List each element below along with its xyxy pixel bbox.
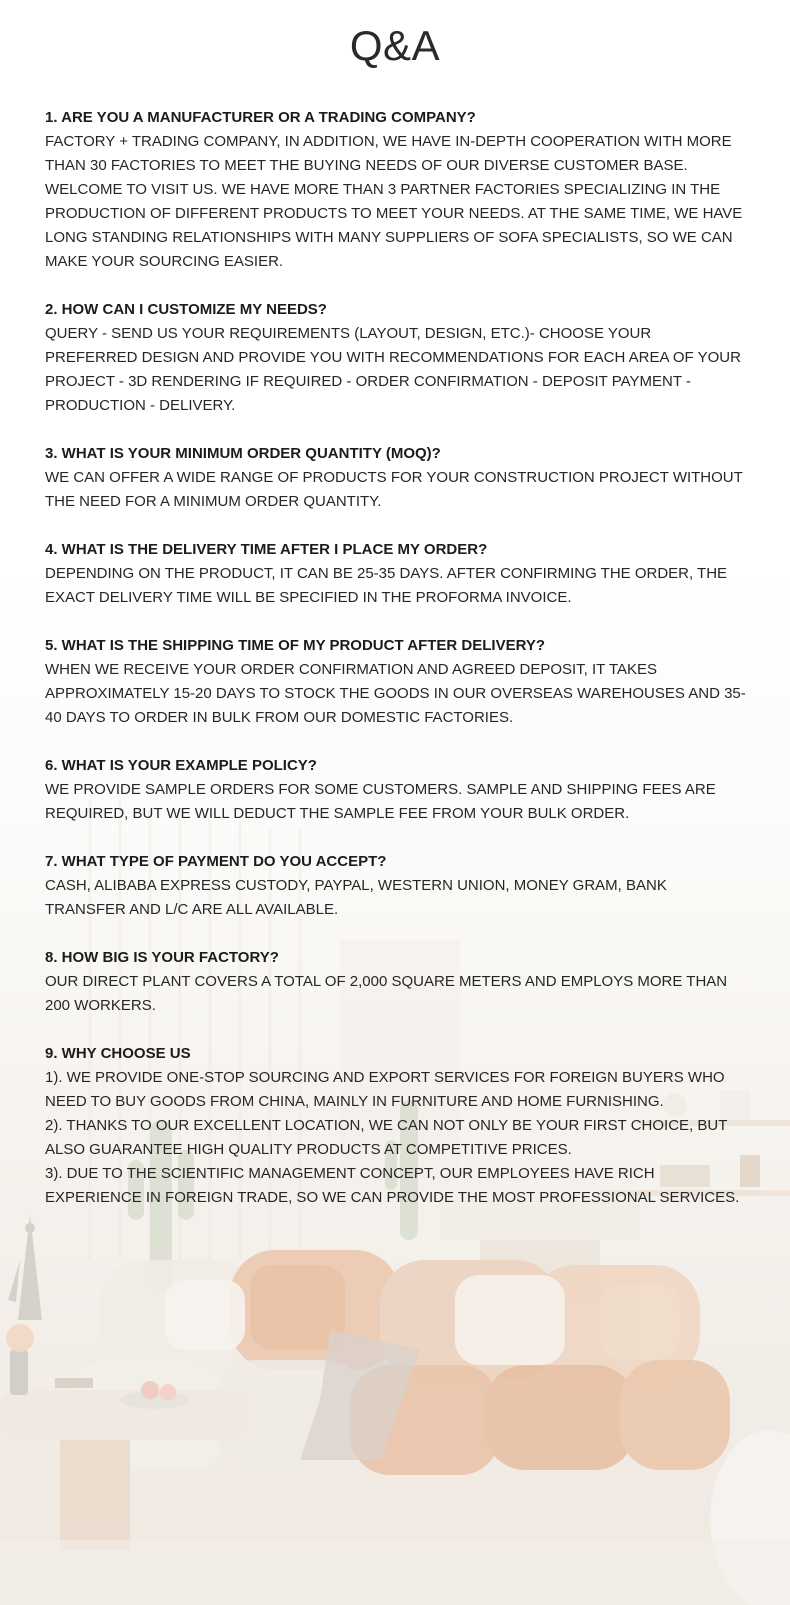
faq-answer: WE CAN OFFER A WIDE RANGE OF PRODUCTS FOR YOUR CONSTRUCTION PROJECT WITHOUT THE NEED FOR A MINIMUM ORDER QUANTITY. bbox=[45, 469, 743, 510]
faq-question: 2. HOW CAN I CUSTOMIZE MY NEEDS? bbox=[45, 301, 327, 318]
faq-item bbox=[45, 538, 747, 610]
faq-answer: QUERY - SEND US YOUR REQUIREMENTS (LAYOUT, DESIGN, ETC.)- CHOOSE YOUR PREFERRED DESIGN AND PROVIDE YOU WITH RECOMMENDATIONS FOR EACH AREA OF YOUR PROJECT - 3D RENDERING IF REQUIRED - ORDER CONFIRMATION - DEPOSIT PAYMENT - PRODUCTION - DELIVERY. bbox=[45, 325, 741, 414]
faq-answer: OUR DIRECT PLANT COVERS A TOTAL OF 2,000 SQUARE METERS AND EMPLOYS MORE THAN 200 WORKERS. bbox=[45, 973, 728, 1014]
faq-answer: FACTORY + TRADING COMPANY, IN ADDITION, WE HAVE IN-DEPTH COOPERATION WITH MORE THAN 30 FACTORIES TO MEET THE BUYING NEEDS OF OUR DIVERSE CUSTOMER BASE. WELCOME TO VISIT US. WE HAVE MORE THAN 3 PARTNER FACTORIES SPECIALIZING IN THE PRODUCTION OF DIFFERENT PRODUCTS TO MEET YOUR NEEDS. AT THE SAME TIME, WE HAVE LONG STANDING RELATIONSHIPS WITH MANY SUPPLIERS OF SOFA SPECIALISTS, SO WE CAN MAKE YOUR SOURCING EASIER. bbox=[45, 133, 743, 270]
faq-answer: WHEN WE RECEIVE YOUR ORDER CONFIRMATION AND AGREED DEPOSIT, IT TAKES APPROXIMATELY 15-20 DAYS TO STOCK THE GOODS IN OUR OVERSEAS WAREHOUSES AND 35-40 DAYS TO ORDER IN BULK FROM OUR DOMESTIC FACTORIES. bbox=[45, 661, 746, 726]
faq-answer: 2). THANKS TO OUR EXCELLENT LOCATION, WE CAN NOT ONLY BE YOUR FIRST CHOICE, BUT ALSO GUARANTEE HIGH QUALITY PRODUCTS AT COMPETITIVE PRICES. bbox=[45, 1117, 728, 1158]
faq-item bbox=[45, 1042, 747, 1210]
faq-question: 1. ARE YOU A MANUFACTURER OR A TRADING COMPANY? bbox=[45, 109, 476, 126]
faq-answer: DEPENDING ON THE PRODUCT, IT CAN BE 25-35 DAYS. AFTER CONFIRMING THE ORDER, THE EXACT DELIVERY TIME WILL BE SPECIFIED IN THE PROFORMA INVOICE. bbox=[45, 565, 728, 606]
faq-item bbox=[45, 442, 747, 514]
faq-item bbox=[45, 850, 747, 922]
faq-question: 7. WHAT TYPE OF PAYMENT DO YOU ACCEPT? bbox=[45, 853, 387, 870]
faq-question: 6. WHAT IS YOUR EXAMPLE POLICY? bbox=[45, 757, 317, 774]
faq-answer: 1). WE PROVIDE ONE-STOP SOURCING AND EXPORT SERVICES FOR FOREIGN BUYERS WHO NEED TO BUY GOODS FROM CHINA, MAINLY IN FURNITURE AND HOME FURNISHING. bbox=[45, 1069, 725, 1110]
faq-question: 8. HOW BIG IS YOUR FACTORY? bbox=[45, 949, 279, 966]
faq-question: 4. WHAT IS THE DELIVERY TIME AFTER I PLACE MY ORDER? bbox=[45, 541, 488, 558]
page-title: Q&A bbox=[349, 22, 441, 69]
faq-question: 5. WHAT IS THE SHIPPING TIME OF MY PRODUCT AFTER DELIVERY? bbox=[45, 637, 546, 654]
faq-answer: CASH, ALIBABA EXPRESS CUSTODY, PAYPAL, WESTERN UNION, MONEY GRAM, BANK TRANSFER AND L/C ARE ALL AVAILABLE. bbox=[45, 877, 667, 918]
faq-item bbox=[45, 754, 747, 826]
faq-question: 9. WHY CHOOSE US bbox=[45, 1045, 191, 1062]
faq-item bbox=[45, 298, 747, 418]
faq-item bbox=[45, 634, 747, 730]
faq-item bbox=[45, 106, 747, 274]
faq-answer: 3). DUE TO THE SCIENTIFIC MANAGEMENT CONCEPT, OUR EMPLOYEES HAVE RICH EXPERIENCE IN FOREIGN TRADE, SO WE CAN PROVIDE THE MOST PROFESSIONAL SERVICES. bbox=[45, 1165, 740, 1206]
faq-answer: WE PROVIDE SAMPLE ORDERS FOR SOME CUSTOMERS. SAMPLE AND SHIPPING FEES ARE REQUIRED, BUT WE WILL DEDUCT THE SAMPLE FEE FROM YOUR BULK ORDER. bbox=[45, 781, 716, 822]
faq-list bbox=[45, 106, 747, 1234]
faq-question: 3. WHAT IS YOUR MINIMUM ORDER QUANTITY (MOQ)? bbox=[45, 445, 441, 462]
faq-item bbox=[45, 946, 747, 1018]
